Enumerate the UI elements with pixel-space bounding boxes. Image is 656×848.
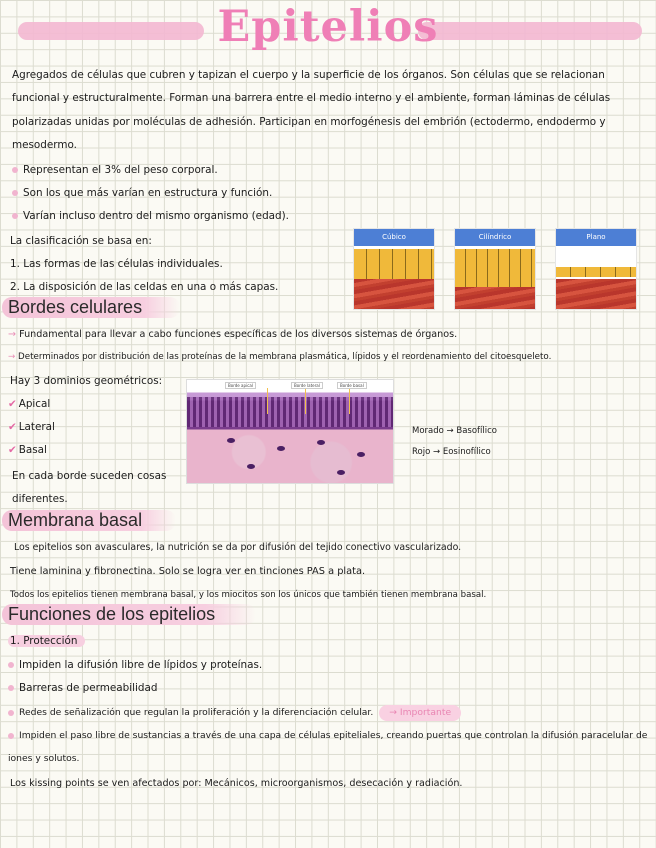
check-icon: ✔: [8, 398, 17, 410]
membrana-line-1: Los epitelios son avasculares, la nutrición se da por difusión del tejido conectivo vascularizado.: [14, 542, 462, 553]
bullet-icon: [12, 167, 18, 173]
stain-row-2: Rojo → Eosinofílico: [412, 447, 491, 457]
label-pointer: [305, 388, 306, 414]
bullet-icon: [8, 662, 14, 668]
classification-intro: La clasificación se basa en:: [10, 235, 152, 247]
micro-label-lateral: Borde lateral: [291, 382, 323, 389]
classification-item-1: 1. Las formas de las células individuales.: [10, 258, 223, 270]
check-icon: ✔: [8, 421, 17, 433]
label-pointer: [267, 388, 268, 414]
flat-cells: [556, 267, 636, 277]
arrow-icon: →: [446, 426, 454, 436]
funciones-item-4: Impiden el paso libre de sustancias a través de una capa de células epiteliales, creando puertas que controlan la difusión paracelular de iones y solutos.: [8, 730, 648, 765]
heading-bordes: Bordes celulares: [2, 297, 180, 318]
bullet-icon: [8, 733, 14, 739]
cell-card-label: Cúbico: [354, 229, 434, 246]
membrana-line-2: Tiene laminina y fibronectina. Solo se logra ver en tinciones PAS a plata.: [10, 566, 366, 577]
arrow-icon: →: [433, 447, 441, 457]
columnar-cells: [455, 249, 535, 287]
connective-tissue: [556, 279, 636, 309]
heading-funciones: Funciones de los epitelios: [2, 604, 256, 625]
intro-bullet-1: Representan el 3% del peso corporal.: [12, 159, 218, 182]
bordes-point-2: → Determinados por distribución de las proteínas de la membrana plasmática, lípidos y el reordenamiento del citoesqueleto.: [8, 352, 552, 362]
arrow-icon: →: [8, 352, 16, 362]
nucleus: [277, 446, 285, 451]
membrana-line-3: Todos los epitelios tienen membrana basal, y los miocitos son los únicos que también tienen membrana basal.: [10, 590, 487, 600]
intro-paragraph: Agregados de células que cubren y tapizan el cuerpo y la superficie de los órganos. Son células que se relacionan funcional y estructuralmente. Forman una barrera entre el medio interno y el ambiente, forman láminas de células polarizadas unidas por moléculas de adhesión. Participan en morfogénesis del embrión (ectodermo, endodermo y mesodermo.: [12, 69, 611, 152]
connective-tissue: [455, 287, 535, 309]
micrograph-epithelium-layer: [187, 397, 393, 427]
cubic-cells: [354, 249, 434, 279]
bullet-icon: [8, 685, 14, 691]
domain-lateral: ✔ Lateral: [8, 421, 55, 433]
nucleus: [337, 470, 345, 475]
heading-membrana: Membrana basal: [2, 510, 176, 531]
important-tag: → Importante: [379, 705, 461, 721]
micro-label-apical: Borde apical: [225, 382, 256, 389]
domain-basal: ✔ Basal: [8, 444, 47, 456]
domains-intro: Hay 3 dominios geométricos:: [10, 375, 163, 387]
bordes-point-1: → Fundamental para llevar a cabo funciones específicas de los diversos sistemas de órganos.: [8, 329, 458, 340]
funciones-item-2: Barreras de permeabilidad: [8, 677, 157, 700]
cell-card-cubic: [353, 228, 435, 310]
nucleus: [317, 440, 325, 445]
cell-card-label: Cilíndrico: [455, 229, 535, 246]
funciones-subheading: 1. Protección: [8, 630, 85, 653]
funciones-item-1: Impiden la difusión libre de lípidos y proteínas.: [8, 654, 262, 677]
classification-item-2: 2. La disposición de las celdas en una o más capas.: [10, 281, 279, 293]
bullet-icon: [12, 190, 18, 196]
bullet-icon: [12, 213, 18, 219]
funciones-closing: Los kissing points se ven afectados por: Mecánicos, microorganismos, desecación y radiación.: [10, 778, 463, 789]
intro-bullet-3: Varían incluso dentro del mismo organismo (edad).: [12, 205, 289, 228]
page-title: Epitelios: [217, 2, 439, 52]
stain-row-1: Morado → Basofílico: [412, 426, 497, 436]
nucleus: [227, 438, 235, 443]
cell-card-flat: [555, 228, 637, 310]
bullet-icon: [8, 710, 14, 716]
funciones-item-3: Redes de señalización que regulan la proliferación y la diferenciación celular. → Importante: [8, 701, 461, 724]
label-pointer: [349, 388, 350, 414]
cell-card-label: Plano: [556, 229, 636, 246]
bordes-note-line-2: diferentes.: [12, 493, 68, 505]
domain-apical: ✔ Apical: [8, 398, 51, 410]
nucleus: [357, 452, 365, 457]
bordes-note-line-1: En cada borde suceden cosas: [12, 470, 167, 482]
micro-label-basal: Borde basal: [337, 382, 367, 389]
arrow-icon: →: [8, 329, 17, 340]
nucleus: [247, 464, 255, 469]
check-icon: ✔: [8, 444, 17, 456]
epithelium-micrograph: [186, 379, 394, 484]
connective-tissue: [354, 279, 434, 309]
intro-bullet-2: Son los que más varían en estructura y función.: [12, 182, 272, 205]
cell-card-columnar: [454, 228, 536, 310]
